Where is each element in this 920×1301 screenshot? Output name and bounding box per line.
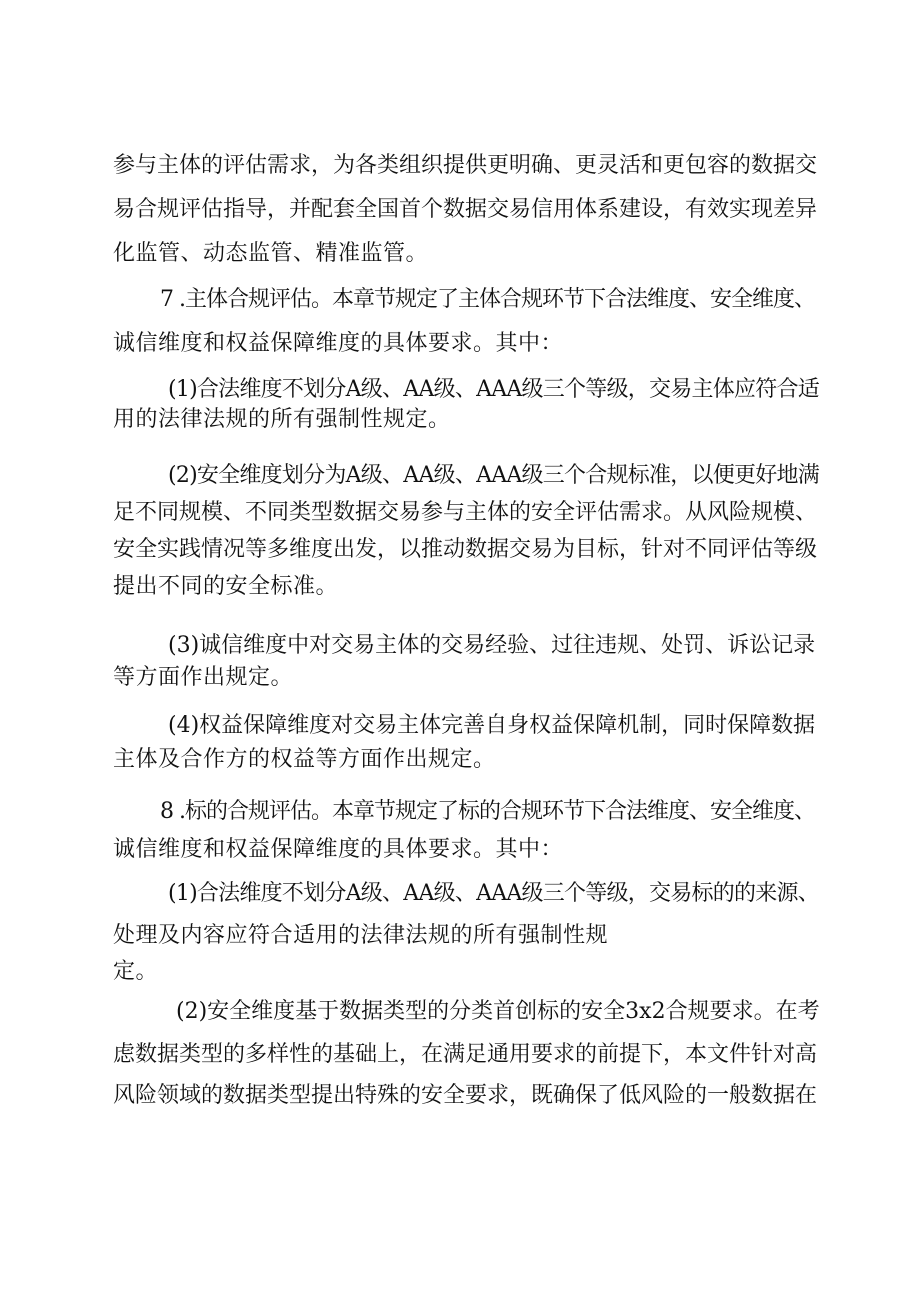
text-line: (2)安全维度划分为A级、AA级、AAA级三个合规标准，以便更好地满 <box>168 463 819 488</box>
text-line: 等方面作出规定。 <box>113 665 294 690</box>
text-line: 安全实践情况等多维度出发，以推动数据交易为目标，针对不同评估等级 <box>113 537 818 562</box>
text-line: 风险领域的数据类型提出特殊的安全要求，既确保了低风险的一般数据在 <box>113 1083 818 1108</box>
text-line: 易合规评估指导，并配套全国首个数据交易信用体系建设，有效实现差异 <box>113 197 818 222</box>
text-line: 参与主体的评估需求，为各类组织提供更明确、更灵活和更包容的数据交 <box>113 153 818 178</box>
text-line: 8 .标的合规评估。本章节规定了标的合规环节下合法维度、安全维度、 <box>160 799 815 824</box>
text-line: 诚信维度和权益保障维度的具体要求。其中： <box>113 837 564 862</box>
text-line: 诚信维度和权益保障维度的具体要求。其中： <box>113 331 564 356</box>
text-line: 处理及内容应符合适用的法律法规的所有强制性规 <box>113 923 609 948</box>
text-line: 7 .主体合规评估。本章节规定了主体合规环节下合法维度、安全维度、 <box>160 287 815 312</box>
text-line: 化监管、动态监管、精准监管。 <box>113 241 429 266</box>
text-line: 提出不同的安全标准。 <box>113 574 339 599</box>
text-line: 定。 <box>113 959 159 984</box>
text-line: 虑数据类型的多样性的基础上，在满足通用要求的前提下，本文件针对高 <box>113 1042 818 1067</box>
text-line: (1)合法维度不划分A级、AA级、AAA级三个等级，交易标的的来源、 <box>168 881 819 906</box>
text-line: (1)合法维度不划分A级、AA级、AAA级三个等级，交易主体应符合适 <box>168 377 819 402</box>
text-line: 主体及合作方的权益等方面作出规定。 <box>113 747 496 772</box>
text-line: (2)安全维度基于数据类型的分类首创标的安全3x2合规要求。在考 <box>176 999 820 1024</box>
text-line: 足不同规模、不同类型数据交易参与主体的安全评估需求。从风险规模、 <box>113 500 818 525</box>
text-line: (3)诚信维度中对交易主体的交易经验、过往违规、处罚、诉讼记录 <box>168 633 816 658</box>
text-line: (4)权益保障维度对交易主体完善自身权益保障机制，同时保障数据 <box>168 713 816 738</box>
text-line: 用的法律法规的所有强制性规定。 <box>113 407 451 432</box>
